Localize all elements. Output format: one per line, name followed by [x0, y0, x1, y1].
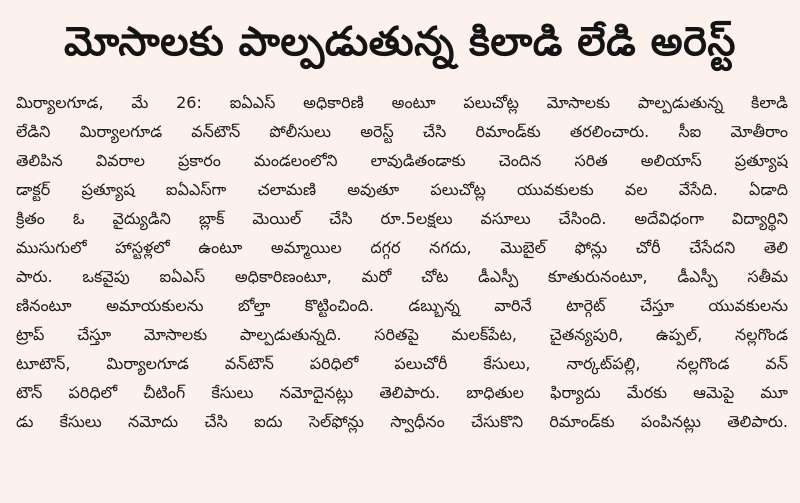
article-line: ట్రాప్ చేస్తూ మోసాలకు పాల్పడుతున్నది. సరితపై మలక్‌పేట, చైతన్యపురి, ఉప్పల్, నల్లగొండ	[16, 325, 788, 344]
article-line: తెలిపిన వివరాల ప్రకారం మండలంలోని లావుడితండాకు చెందిన సరిత అలియాస్ ప్రత్యూష	[16, 151, 788, 170]
article-line: ణినంటూ అమాయకులను బోల్తా కొట్టించింది. డబ్బున్న వారినే టార్గెట్ చేస్తూ యువకులను	[16, 296, 788, 315]
article-line: మిర్యాలగూడ, మే 26: ఐఏఎస్ అధికారిణి అంటూ పలుచోట్ల మోసాలకు పాల్పడుతున్న కిలాడి	[16, 93, 788, 112]
article-line: డాక్టర్ ప్రత్యూష ఐఏఎస్‌గా చలామణి అవుతూ పలుచోట్ల యువకులకు వల వేసేది. ఏడాది	[16, 180, 788, 199]
article-line: టౌన్ పరిధిలో చీటింగ్ కేసులు నమోదైనట్లు తెలిపారు. బాధితుల ఫిర్యాదు మేరకు ఆమెపై మూ	[16, 383, 788, 402]
article-line: టూటౌన్, మిర్యాలగూడ వన్‌టౌన్ పరిధిలో పలుచోరీ కేసులు, నార్కట్‌పల్లి, నల్లగొండ వన్	[16, 354, 788, 373]
article-line: ముసుగులో హాస్టళ్లలో ఉంటూ అమ్మాయిల దగ్గర నగదు, మొబైల్ ఫోన్లు చోరీ చేసేదని తెలి	[16, 238, 788, 257]
article-line: క్రితం ఓ వైద్యుడిని బ్లాక్ మెయిల్ చేసి రూ.5లక్షలు వసూలు చేసింది. అదేవిధంగా విద్యార్థిని	[16, 209, 788, 228]
article-line: పారు. ఒకవైపు ఐఏఎస్ అధికారిణంటూ, మరో చోట డీఎస్పీ కూతురునంటూ, డీఎస్పీ సతీమ	[16, 267, 788, 286]
article-body	[16, 88, 788, 436]
article-line: డు కేసులు నమోదు చేసి ఐదు సెల్‌ఫోన్లు స్వాధీనం చేసుకొని రిమాండ్‌కు పంపినట్లు తెలిపారు.	[16, 412, 788, 431]
article-headline: మోసాలకు పాల్పడుతున్న కిలాడి లేడి అరెస్ట్	[64, 19, 736, 65]
article-line: లేడిని మిర్యాలగూడ వన్‌టౌన్ పోలీసులు అరెస్ట్ చేసి రిమాండ్‌కు తరలించారు. సీఐ మోతీరాం	[16, 122, 788, 141]
